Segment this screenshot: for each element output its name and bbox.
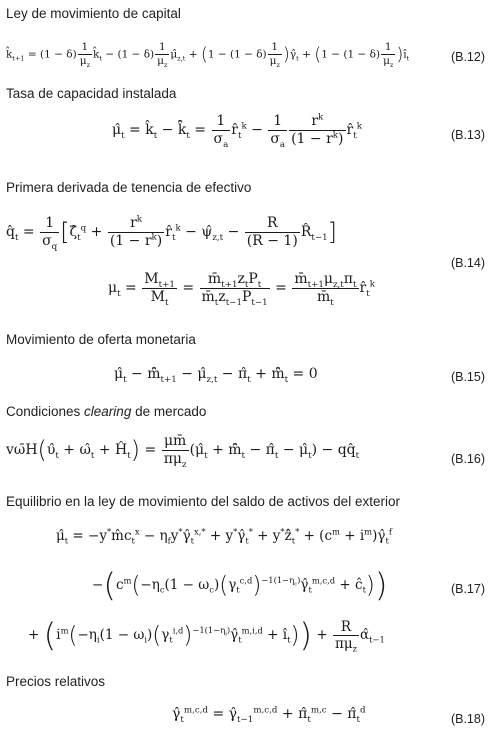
equation-number-b15: (B.15) (450, 370, 485, 384)
equation-b17-line3: + ($i^m(-\eta_i(1$ − $\omega_i)(\gamma_t^{i,d})^{-1(1-\eta_i)}\gammâ_t^{m,i,d}$ + $ı̂_t$)) + $\frac{R}{\pi\mu_z}$ $\alphâ_{t-1}$ (28, 616, 385, 654)
heading-relative-prices: Precios relativos (6, 674, 106, 689)
equation-number-b16: (B.16) (450, 452, 485, 466)
equation-b13: $\mû_t$ = $k̂_t$ − $k̂̄_t$ = $\frac{1}{\sigma_a}$ $r̂_t^k$ − $\frac{1}{\sigma_a}$ $\frac{r^k}{(1 - r^k)}$ $r̂_t^k$ (112, 112, 362, 150)
equation-b15: $\mû_t$ − $m̂̄_{t+1}$ − $\mû_{z,t}$ − $\pî_t$ + $m̂̄_t = 0$ (114, 366, 318, 385)
heading-market-clearing-pre: Condiciones (6, 404, 85, 419)
heading-capital-law: Ley de movimiento de capital (6, 6, 181, 21)
equation-b18: $\gammâ_t^{m,c,d}$ = $\gammâ_{t-1}^{m,c,d}$ + $\pî_t^{m,c}$ − $\pî_t^d$ (172, 705, 366, 725)
heading-installed-capacity: Tasa de capacidad instalada (6, 86, 177, 101)
equation-b17-line2: $-(c^m(-\eta_c(1$ − $\omega_c)(\gamma_t^{c,d})^{-1(1-\eta_c)}\gammâ_t^{m,c,d}$ + $ĉ_t$)) (92, 566, 388, 604)
equation-number-b13: (B.13) (450, 128, 485, 142)
equation-b12: $k̂_{t+1} = (1 - \delta)$ $\frac{1}{\mu_z}$ $k̂_t - (1 - \delta)$ $\frac{1}{\mu_z}$ $\mû_{z,t} + (1 - (1 - \delta)$ $\frac{1}{\mu_z}$ )$\gammâ_t + (1 - (1 - \delta)$ $\frac{1}{\mu_z}$ )$ı̂_t$ (6, 41, 410, 70)
heading-money-supply: Movimiento de oferta monetaria (6, 332, 196, 347)
heading-external-assets: Equilibrio en la ley de movimiento del saldo de activos del exterior (6, 494, 400, 509)
heading-cash-holding-derivative: Primera derivada de tenencia de efectivo (6, 180, 252, 195)
equation-number-b18: (B.18) (450, 712, 485, 726)
heading-market-clearing-emph: clearing (84, 404, 132, 419)
equation-b14-line2: $\mu_t$ = $\frac{M_{t+1}}{M_t}$ = $\frac{m̄_{t+1}z_tP_t}{m̄_tz_{t-1}P_{t-1}}$ = $\frac{m̄_{t+1}\mu_{z,t}\pi_t}{m̄_t}$ $r̂_t^k$ (108, 271, 375, 308)
heading-market-clearing-post: de mercado (131, 404, 207, 419)
heading-market-clearing (6, 404, 206, 419)
equation-b16: $v\omegāH(\upsilon̂_t$ + $\omegâ_t$ + $Ĥ_t$) = $\frac{\mu m̄}{\pi\mu_z}$ ($\mû_t$ + $m̂̄_t$ − $\pî_t$ − $\mû_t$) − $qq̂_t$ (6, 433, 360, 470)
equation-b14-line1: $q̂_t$ = $\frac{1}{\sigma_q}$ [$\zetâ_t^q$ + $\frac{r^k}{(1 - r^k)}$ $r̂_t^k$ − $\psî_{z,t}$ − $\frac{R}{(R - 1)}$ $R̂_{t-1}$] (6, 214, 337, 252)
equation-number-b17: (B.17) (450, 582, 485, 596)
equation-number-b12: (B.12) (450, 50, 485, 64)
equation-b17-line1: $\mû_t$ = $-y^*m̂c_t^x$ − $\eta_fy^*\gammâ_t^{x,*}$ + $y^*\gammâ_t^*$ + $y^*ẑ̂_t^* + (c^m$ + $i^m)\gammâ_t^f$ (56, 526, 392, 546)
equation-number-b14: (B.14) (450, 256, 485, 270)
